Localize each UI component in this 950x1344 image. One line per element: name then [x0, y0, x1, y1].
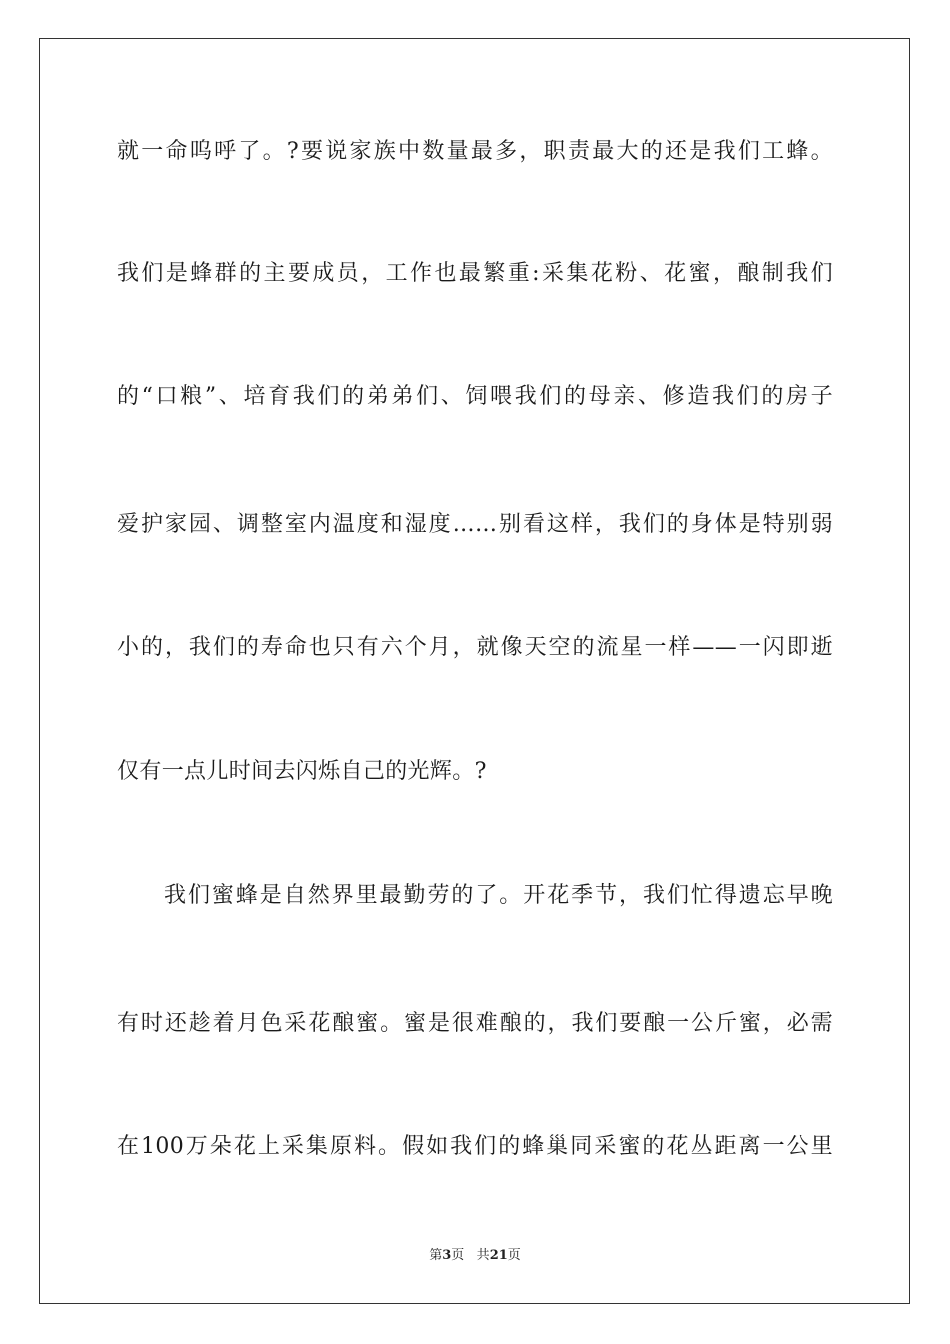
body-line-3: 的“口粮”、培育我们的弟弟们、饲喂我们的母亲、修造我们的房子: [117, 384, 833, 409]
page-current: 3: [442, 1248, 452, 1263]
page-prefix: 第: [429, 1248, 443, 1263]
page-total: 21: [489, 1248, 508, 1263]
body-line-8: 有时还趁着月色采花酿蜜。蜜是很难酿的，我们要酿一公斤蜜，必需: [117, 1011, 833, 1036]
body-line-4: 爱护家园、调整室内温度和湿度……别看这样，我们的身体是特别弱: [117, 512, 833, 537]
body-line-7: 我们蜜蜂是自然界里最勤劳的了。开花季节，我们忙得遗忘早晚: [164, 883, 833, 908]
body-line-5: 小的，我们的寿命也只有六个月，就像天空的流星一样——一闪即逝: [117, 635, 833, 660]
page-footer: [0, 1247, 950, 1265]
total-suffix: 页: [507, 1248, 521, 1263]
page-suffix: 页: [451, 1248, 465, 1263]
body-line-9: 在100万朵花上采集原料。假如我们的蜂巢同采蜜的花丛距离一公里: [117, 1134, 833, 1159]
body-line-2: 我们是蜂群的主要成员，工作也最繁重:采集花粉、花蜜，酿制我们: [117, 261, 833, 286]
page-border: [39, 38, 910, 1304]
body-line-1: 就一命呜呼了。?要说家族中数量最多，职责最大的还是我们工蜂。: [117, 139, 833, 164]
total-prefix: 共: [476, 1248, 490, 1263]
body-line-6: 仅有一点儿时间去闪烁自己的光辉。?: [117, 759, 487, 784]
